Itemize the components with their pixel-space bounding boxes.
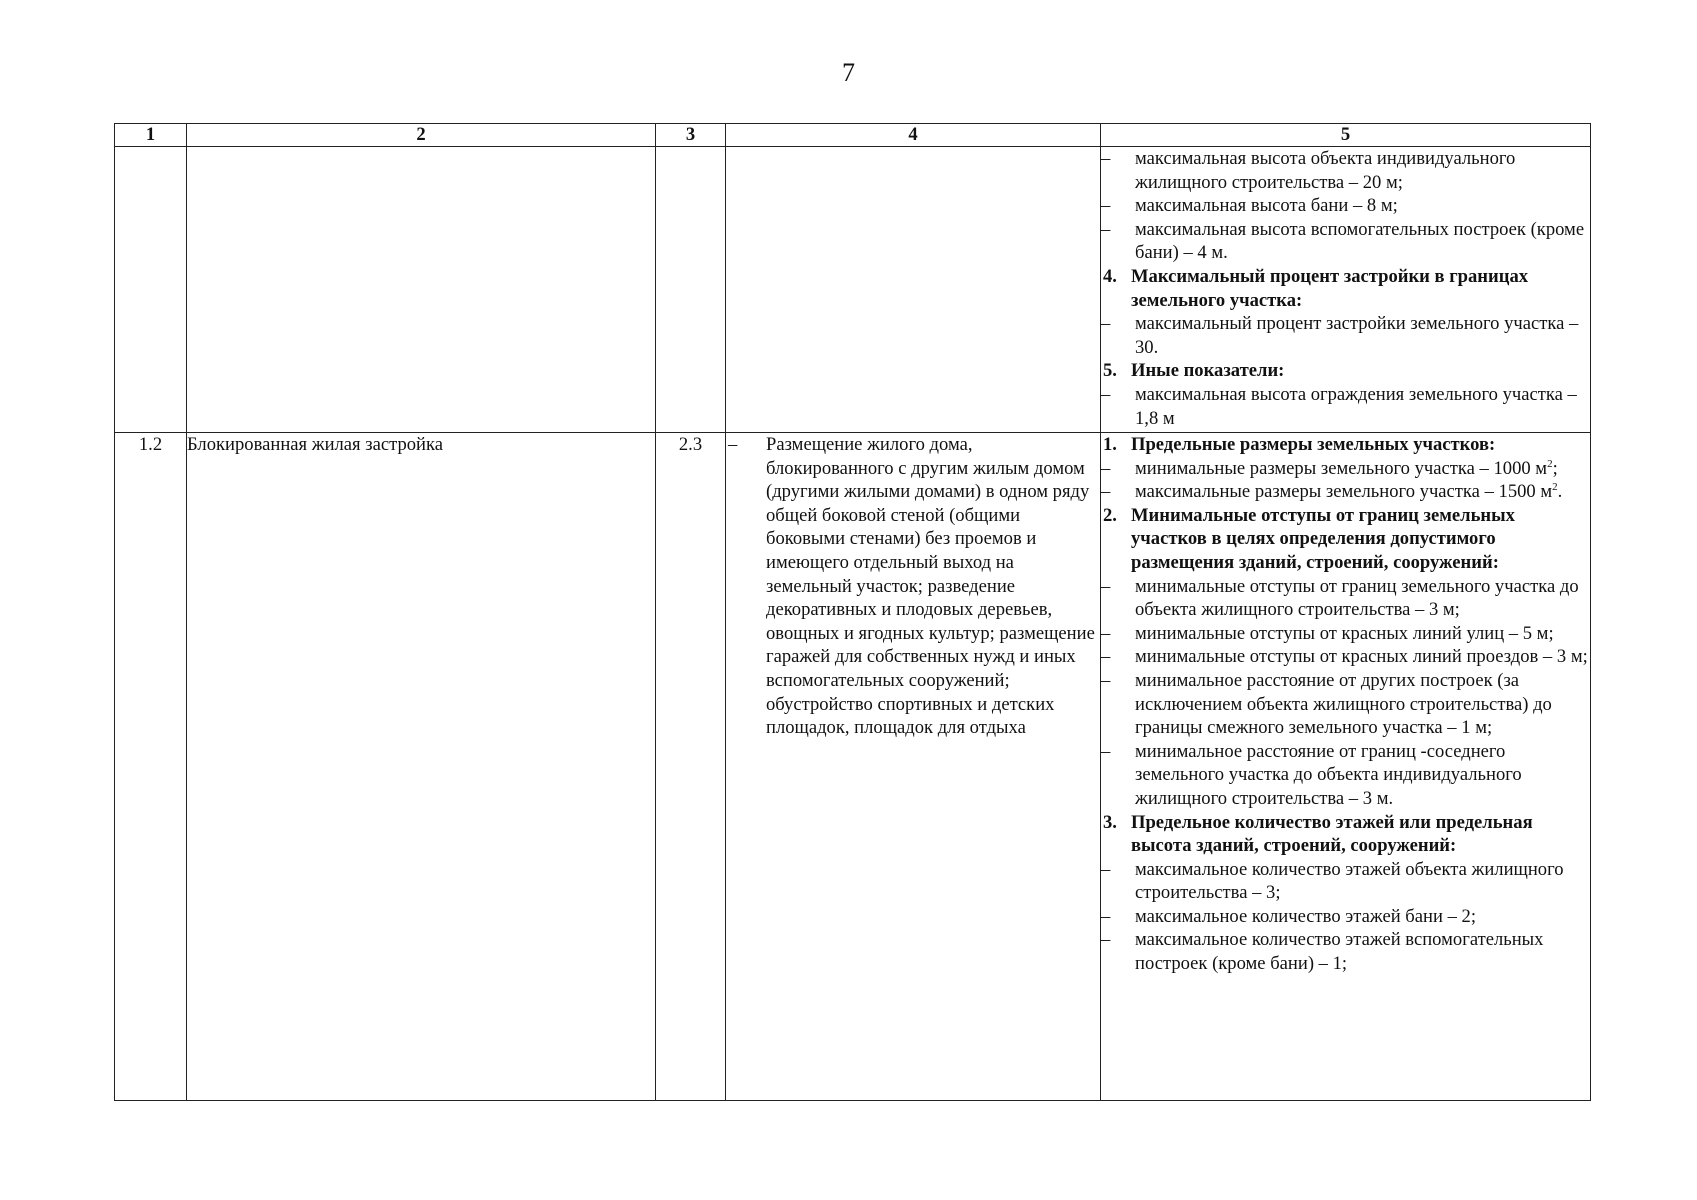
heading-text: Иные показатели:	[1131, 360, 1285, 382]
param-text: максимальные размеры земельного участка – 1500 $м^2$.	[1135, 481, 1563, 503]
dash-marker: –	[1101, 646, 1111, 668]
param-item	[1101, 194, 1590, 218]
dash-marker: –	[1101, 929, 1111, 951]
superscript: 2	[1547, 457, 1553, 470]
cell-params-1-2	[1101, 433, 1591, 1101]
heading-number: 3.	[1103, 811, 1117, 833]
cell-desc-empty	[726, 147, 1101, 433]
heading-text: Минимальные отступы от границ земельных участков в целях определения допустимого размещения зданий, строений, сооружений:	[1131, 504, 1515, 573]
param-heading	[1101, 504, 1590, 575]
description-text: Размещение жилого дома, блокированного с другим жилым домом (другими жилыми домами) в одном ряду общей боковой стеной (общими боковыми стенами) без проемов и имеющего отдельный выход на земельный участок; разведение декоративных и плодовых деревьев, овощных и ягодных культур; размещение гаражей для собственных нужд и иных вспомогательных сооружений; обустройство спортивных и детских площадок, площадок для отдыха	[766, 434, 1095, 739]
land-use-code: 2.3	[656, 433, 726, 1101]
dash-marker: –	[1101, 218, 1111, 240]
dash-marker: –	[1101, 858, 1111, 880]
param-text: максимальная высота объекта индивидуального жилищного строительства – 20 м;	[1135, 148, 1516, 193]
param-text: минимальное расстояние от других построек (за исключением объекта жилищного строительства) до границы смежного земельного участка – 1 м;	[1135, 669, 1552, 739]
dash-marker: –	[1101, 481, 1111, 503]
param-text: максимальное количество этажей вспомогательных построек (кроме бани) – 1;	[1135, 929, 1544, 975]
zoning-table	[114, 123, 1591, 1101]
dash-marker: –	[1101, 313, 1111, 335]
param-text: максимальное количество этажей бани – 2;	[1135, 905, 1476, 927]
param-heading	[1101, 433, 1590, 457]
param-text: минимальные отступы от границ земельного участка до объекта жилищного строительства – 3 м;	[1135, 575, 1579, 621]
cell-name-empty	[187, 147, 656, 433]
param-item	[1101, 622, 1590, 646]
table-row-1-2	[115, 433, 1591, 1101]
param-text: минимальное расстояние от границ -соседнего земельного участка до объекта индивидуального жилищного строительства – 3 м.	[1135, 740, 1522, 809]
row-number: 1.2	[115, 433, 187, 1101]
param-item	[1101, 575, 1590, 622]
param-item	[1101, 905, 1590, 929]
page-number: 7	[842, 58, 855, 87]
param-text: максимальное количество этажей объекта жилищного строительства – 3;	[1135, 858, 1564, 904]
heading-text: Предельные размеры земельных участков:	[1131, 434, 1496, 455]
heading-number: 4.	[1103, 265, 1117, 287]
dash-marker: –	[1101, 740, 1111, 762]
param-item	[1101, 480, 1590, 504]
params-list	[1101, 433, 1590, 976]
table-row-continued	[115, 147, 1591, 433]
dash-marker: –	[1101, 457, 1111, 479]
land-use-description	[726, 433, 1101, 1101]
param-text: максимальный процент застройки земельного участка – 30.	[1135, 313, 1579, 358]
param-text: максимальная высота ограждения земельного участка – 1,8 м	[1135, 383, 1577, 429]
cell-params-continued	[1101, 147, 1591, 433]
param-heading	[1101, 265, 1590, 312]
param-item	[1101, 645, 1590, 669]
param-text: максимальная высота вспомогательных построек (кроме бани) – 4 м.	[1135, 218, 1585, 264]
column-header-3: 3	[656, 124, 726, 147]
param-item	[1101, 218, 1590, 265]
land-use-name: Блокированная жилая застройка	[187, 433, 656, 1101]
param-item	[1101, 858, 1590, 905]
dash-marker: –	[1101, 148, 1111, 169]
param-item	[1101, 312, 1590, 359]
dash-marker: –	[1101, 195, 1111, 217]
dash-marker: –	[1101, 383, 1111, 405]
params-list	[1101, 147, 1590, 430]
heading-number: 2.	[1103, 504, 1117, 526]
cell-num-empty	[115, 147, 187, 433]
param-text: максимальная высота бани – 8 м;	[1135, 195, 1398, 217]
column-header-1: 1	[115, 124, 187, 147]
param-item	[1101, 669, 1590, 740]
param-text: минимальные отступы от красных линий улиц – 5 м;	[1135, 622, 1554, 644]
param-item	[1101, 383, 1590, 430]
column-header-2: 2	[187, 124, 656, 147]
description-item	[726, 433, 1100, 740]
dash-marker: –	[1101, 622, 1111, 644]
param-item	[1101, 457, 1590, 481]
heading-number: 5.	[1103, 360, 1117, 382]
param-heading	[1101, 811, 1590, 858]
dash-marker: –	[1101, 905, 1111, 927]
table-header-row	[115, 124, 1591, 147]
column-header-4: 4	[726, 124, 1101, 147]
dash-marker: –	[728, 434, 738, 455]
dash-marker: –	[1101, 575, 1111, 597]
dash-marker: –	[1101, 669, 1111, 691]
heading-text: Максимальный процент застройки в границах земельного участка:	[1131, 265, 1529, 311]
superscript: 2	[1552, 481, 1558, 493]
param-item	[1101, 740, 1590, 811]
param-item	[1101, 147, 1590, 194]
param-heading	[1101, 359, 1590, 383]
heading-text: Предельное количество этажей или предельная высота зданий, строений, сооружений:	[1131, 811, 1533, 857]
param-item	[1101, 928, 1590, 975]
cell-code-empty	[656, 147, 726, 433]
param-text: минимальные отступы от красных линий проездов – 3 м;	[1135, 646, 1588, 668]
param-text: минимальные размеры земельного участка – 1000 $м^2$;	[1135, 457, 1558, 479]
heading-number: 1.	[1103, 434, 1117, 455]
column-header-5: 5	[1101, 124, 1591, 147]
